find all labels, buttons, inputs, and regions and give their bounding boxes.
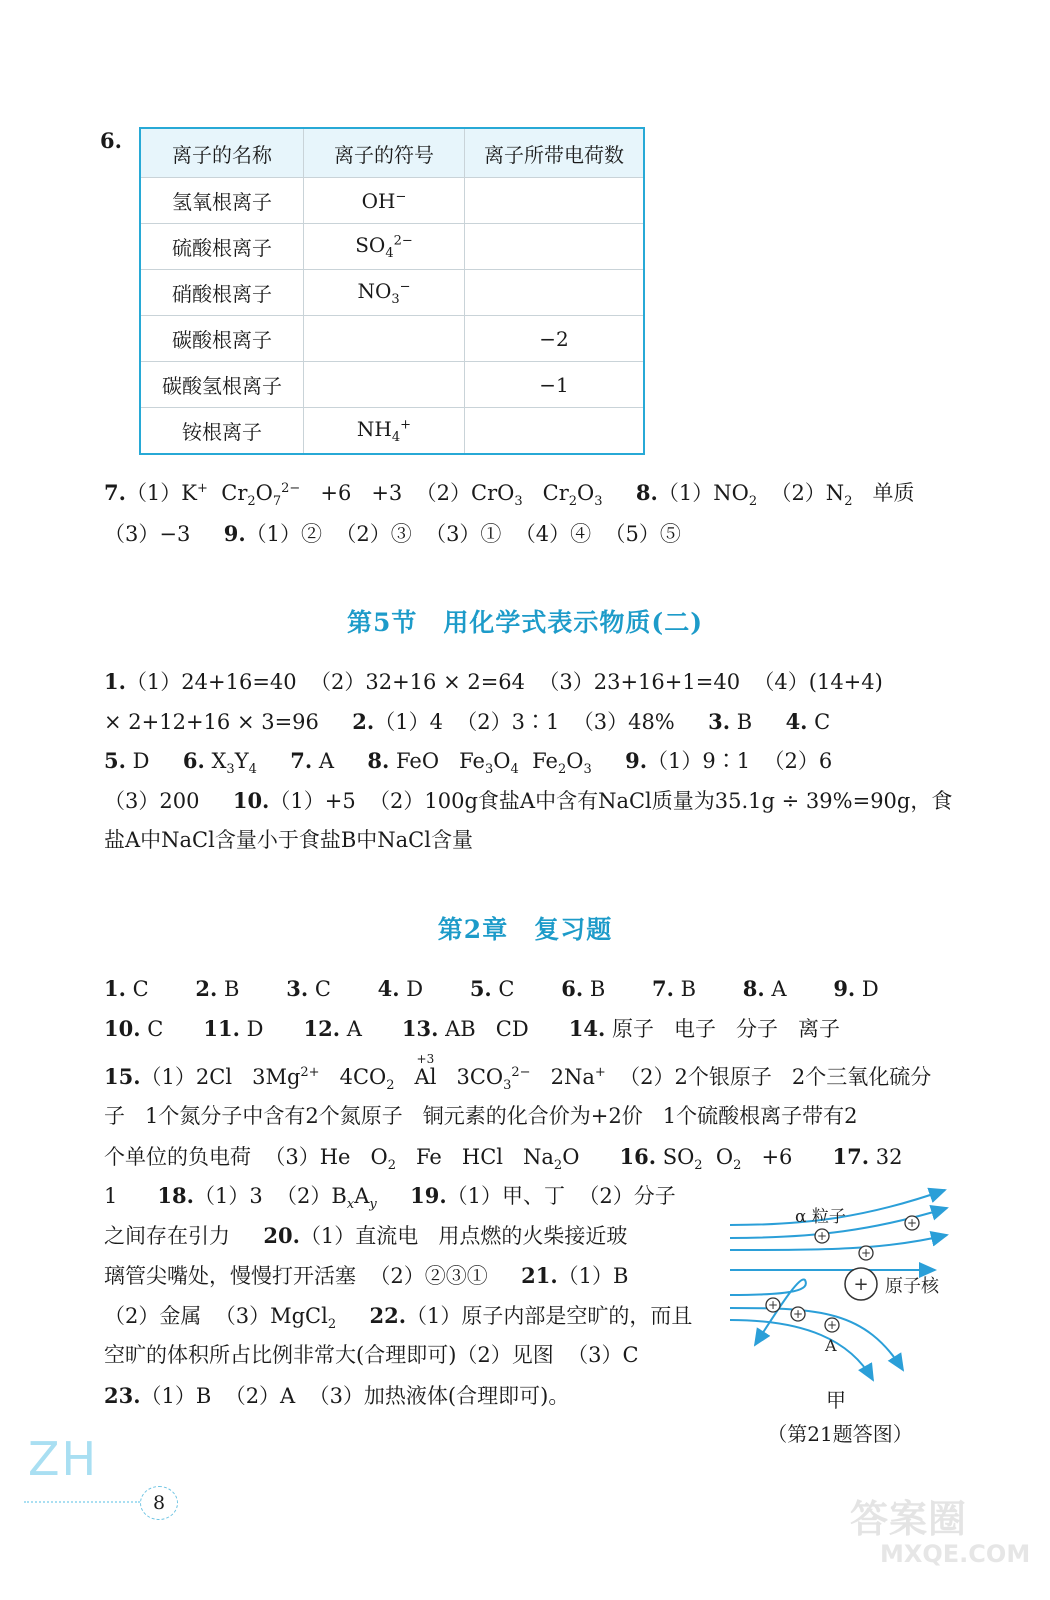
ion-name-cell: 碳酸氢根离子	[140, 362, 304, 408]
question-number-6: 6.	[100, 128, 122, 153]
answer-line: 之间存在引力 20.（1）直流电 用点燃的火柴接近玻	[104, 1223, 628, 1248]
point-a-label: A	[825, 1336, 837, 1355]
answer-line: 璃管尖嘴处，慢慢打开活塞 （2）②③① 21.（1）B	[104, 1263, 629, 1288]
figure-caption: （第21题答图）	[767, 1422, 913, 1446]
ion-symbol-cell	[304, 362, 465, 408]
alpha-scattering-diagram	[725, 1180, 955, 1385]
table-row	[140, 178, 644, 224]
answer-line: 子 1个氮分子中含有2个氮原子 铜元素的化合价为+2价 1个硫酸根离子带有2	[104, 1104, 858, 1128]
ion-charge-cell	[465, 270, 645, 316]
series-logo: ZH	[28, 1432, 99, 1486]
table-row	[140, 408, 644, 455]
answer-line: 15.（1）2Cl $3Mg^{2+}$ $4CO_2$ +3 Al $3CO_3^{2-}$ 2Na+ （2）2个银原子 2个三氧化硫分	[104, 1052, 932, 1094]
svg-text:+: +	[853, 1274, 869, 1295]
header-ion-charge: 离子所带电荷数	[465, 128, 645, 178]
answer-line: 个单位的负电荷 （3）He $O_2$ Fe HCl $Na_2O$ 16. $SO_2$ $O_2 +6$ 17. 32	[104, 1144, 903, 1174]
answer-line: 7.（1）K+ $Cr_2O_7^{2-} +6 +3$ （2）CrO$_3$ $Cr_2O_3$ $8.(1)NO_2$ $(2)N_2$ 单质	[104, 480, 915, 510]
ion-symbol-cell: OH−	[304, 178, 465, 224]
svg-text:+: +	[792, 1307, 804, 1321]
svg-text:+: +	[826, 1318, 838, 1332]
svg-text:+: +	[860, 1246, 872, 1260]
table-row	[140, 316, 644, 362]
answer-line: （3）200 10.（1）+5 （2）100g食盐A中含有NaCl质量为35.1g ÷ 39%=90g，食	[104, 788, 953, 813]
svg-text:+: +	[906, 1216, 918, 1230]
figure-sublabel: 甲	[826, 1388, 846, 1412]
alpha-particles	[766, 1216, 919, 1332]
answer-line: 10. C 11. D 12. A 13. AB CD 14. 原子 电子 分子 离子	[104, 1016, 841, 1041]
table-row	[140, 270, 644, 316]
answer-line: 盐A中NaCl含量小于食盐B中NaCl含量	[104, 828, 473, 852]
alpha-path	[730, 1320, 873, 1380]
answer-line: × 2+12+16 × 3=96 2.（1）4 （2）3∶1 （3）48% 3. B 4. C	[104, 709, 831, 734]
answer-line: （2）金属 （3）MgCl$_2$ 22.（1）原子内部是空旷的，而且	[104, 1303, 693, 1333]
ion-name-cell: 硝酸根离子	[140, 270, 304, 316]
table-header-row	[140, 128, 644, 178]
page-number: 8	[140, 1486, 178, 1520]
alpha-path	[730, 1308, 903, 1370]
ion-name-cell: 铵根离子	[140, 408, 304, 455]
chapter-title: 第2章 复习题	[437, 915, 613, 944]
nucleus-label: 原子核	[885, 1276, 939, 1297]
answer-line: 1 18.（1）3 $(2)B_xA_y$ 19.（1）甲、丁 （2）分子	[104, 1183, 676, 1213]
answer-line: 23.（1）B （2）A （3）加热液体(合理即可)。	[104, 1383, 570, 1408]
watermark: 答案圈	[850, 1497, 968, 1541]
ion-symbol-cell: $NH_4^+$	[304, 408, 465, 455]
ion-charge-cell	[465, 224, 645, 270]
ion-symbol-cell: $NO_3^-$	[304, 270, 465, 316]
watermark-url: MXQE.COM	[880, 1540, 1031, 1568]
ion-name-cell: 硫酸根离子	[140, 224, 304, 270]
svg-text:+: +	[816, 1229, 828, 1243]
ion-name-cell: 氢氧根离子	[140, 178, 304, 224]
answer-line: 5. D 6. $X_3Y_4$ 7. A 8. FeO $Fe_3O_4$ $Fe_2O_3$ 9.（1）9∶1 （2）6	[104, 748, 833, 778]
answer-line: 空旷的体积所占比例非常大(合理即可)（2）见图 （3）C	[104, 1343, 639, 1367]
answer-line: （3）−3 9.（1）② （2）③ （3）① （4）④ （5）⑤	[104, 521, 681, 546]
ion-table	[139, 127, 645, 455]
ion-charge-cell	[465, 408, 645, 455]
ion-symbol-cell	[304, 316, 465, 362]
ion-charge-cell	[465, 178, 645, 224]
ion-charge-cell: −2	[465, 316, 645, 362]
header-ion-symbol: 离子的符号	[304, 128, 465, 178]
section-title: 第5节 用化学式表示物质(二)	[346, 608, 704, 637]
ion-name-cell: 碳酸根离子	[140, 316, 304, 362]
header-ion-name: 离子的名称	[140, 128, 304, 178]
alpha-label: α 粒子	[795, 1207, 846, 1227]
footer-dotted-line	[24, 1501, 140, 1503]
ion-symbol-cell: $SO_4^{2-}$	[304, 224, 465, 270]
ion-charge-cell: −1	[465, 362, 645, 408]
answer-line: 1.（1）24+16=40 （2）32+16 × 2=64 （3）23+16+1=40 （4）(14+4)	[104, 669, 883, 694]
answer-line: 1. C 2. B 3. C 4. D 5. C 6. B 7. B 8. A 9. D	[104, 976, 879, 1001]
svg-text:+: +	[767, 1298, 779, 1312]
table-row	[140, 224, 644, 270]
table-row	[140, 362, 644, 408]
